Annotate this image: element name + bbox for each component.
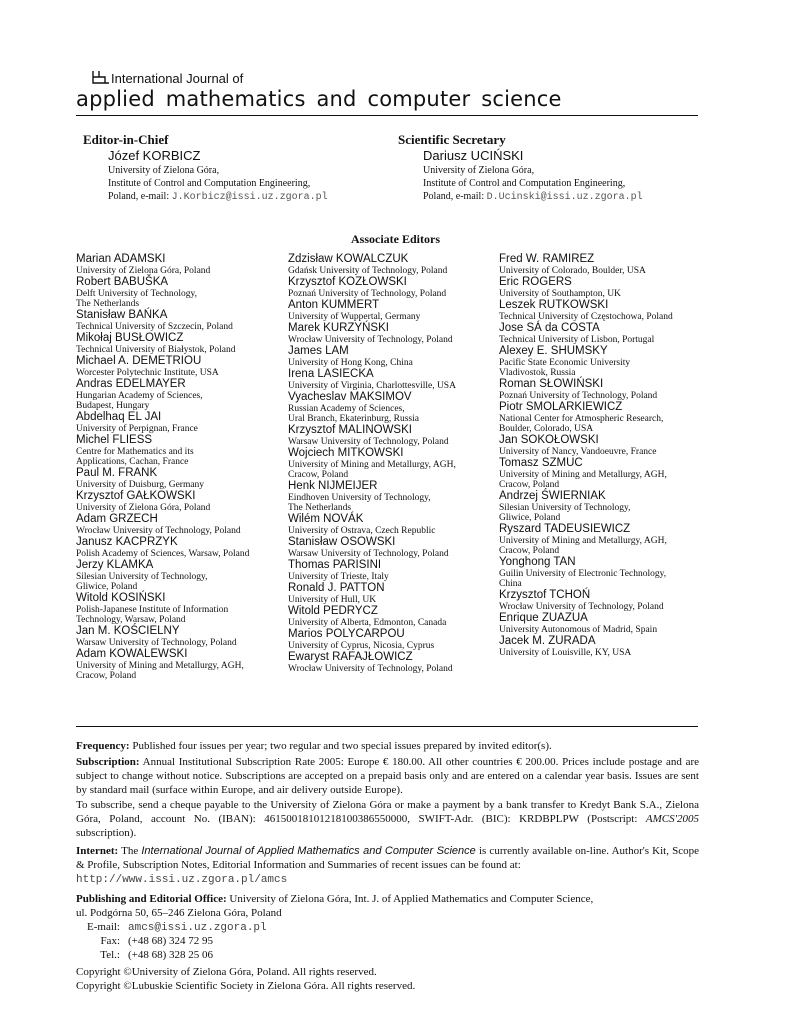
associate-editor-name: Jerzy KLAMKA	[76, 559, 154, 571]
associate-editor-entry	[76, 276, 286, 309]
associate-editor-affiliation: Technical University of Szczecin, Poland	[76, 322, 233, 332]
associate-editor-affiliation: Poznań University of Technology, Poland	[499, 391, 658, 401]
associate-editor-name: Mikołaj BUSŁOWICZ	[76, 332, 184, 344]
associate-editor-entry	[288, 299, 498, 322]
associate-editor-affiliation: Wrocław University of Technology, Poland	[499, 602, 664, 612]
associate-editor-entry	[288, 322, 498, 345]
associate-editor-affiliation: University of Southampton, UK	[499, 289, 621, 299]
associate-editor-affiliation: Polish-Japanese Institute of Information Technology, Warsaw, Poland	[76, 605, 229, 625]
associate-editor-name: Leszek RUTKOWSKI	[499, 299, 609, 311]
internet-text-pre: The	[118, 845, 142, 857]
associate-editor-affiliation: University of Zielona Góra, Poland	[76, 266, 211, 276]
associate-editor-affiliation: Wrocław University of Technology, Poland	[288, 335, 453, 345]
associate-editor-name: Yonghong TAN	[499, 556, 576, 568]
associate-editor-name: Marek KURZYŃSKI	[288, 322, 389, 334]
subscription-text: Annual Institutional Subscription Rate 2005: Europe € 180.00. All other countries € 200.00. Prices include postage and are subject to change without notice. Subscriptions are accepted on a prepaid basis only and are entered on a calendar year basis. Issues are sent by standard mail (surface within Europe, and air delivery outside Europe).	[76, 756, 699, 796]
internet-paragraph	[76, 844, 699, 887]
associate-editors-heading: Associate Editors	[351, 232, 440, 246]
associate-editor-affiliation: Delft University of Technology, The Netherlands	[76, 289, 197, 309]
associate-editor-affiliation: University of Colorado, Boulder, USA	[499, 266, 646, 276]
associate-editor-affiliation: Guilin University of Electronic Technology, China	[499, 569, 667, 589]
editor-in-chief-block	[83, 132, 383, 204]
associate-editor-name: Enrique ZUAZUA	[499, 612, 588, 624]
office-fax: (+48 68) 324 72 95	[128, 935, 214, 947]
associate-editor-name: Witold PEDRYCZ	[288, 605, 378, 617]
associate-editor-affiliation: Silesian University of Technology, Gliwice, Poland	[76, 572, 208, 592]
associate-editor-entry	[499, 253, 709, 276]
associate-editor-name: Vyacheslav MAKSIMOV	[288, 391, 412, 403]
associate-editor-entry	[288, 582, 498, 605]
subscription-payment-paragraph	[76, 798, 699, 840]
associate-editor-entry	[288, 345, 498, 368]
associate-editor-name: Wilém NOVÁK	[288, 513, 364, 525]
copyright-line-2: Copyright ©Lubuskie Scientific Society in Zielona Góra. All rights reserved.	[76, 980, 416, 992]
scientific-secretary-affiliation-2: Institute of Control and Computation Engineering,	[423, 178, 626, 189]
associate-editor-name: Roman SŁOWIŃSKI	[499, 378, 604, 390]
associate-editor-name: James LAM	[288, 345, 349, 357]
associate-editor-entry	[76, 559, 286, 592]
associate-editors-column-2	[288, 253, 498, 674]
associate-editor-name: Krzysztof KOZŁOWSKI	[288, 276, 407, 288]
associate-editor-affiliation: Gdańsk University of Technology, Poland	[288, 266, 448, 276]
associate-editor-name: Krzysztof TCHOŃ	[499, 589, 591, 601]
associate-editors-column-1	[76, 253, 286, 681]
subscription-postscript: AMCS'2005	[645, 813, 699, 825]
associate-editor-entry	[499, 276, 709, 299]
frequency-paragraph	[76, 739, 699, 753]
associate-editor-affiliation: University of Mining and Metallurgy, AGH, Cracow, Poland	[288, 460, 456, 480]
subscription-payment-end: subscription).	[76, 827, 137, 839]
internet-text-post: is currently available on-line. Author's Kit, Scope & Profile, Subscription Notes, Editorial Information and Summaries of recent issues can be found at:	[76, 845, 700, 871]
associate-editor-entry	[76, 253, 286, 276]
associate-editor-entry	[288, 253, 498, 276]
associate-editor-entry	[499, 345, 709, 378]
associate-editor-name: Piotr SMOLARKIEWICZ	[499, 401, 623, 413]
associate-editor-entry	[499, 635, 709, 658]
associate-editor-name: Alexey E. SHUMSKY	[499, 345, 608, 357]
header-divider	[76, 115, 698, 116]
associate-editor-name: Eric ROGERS	[499, 276, 572, 288]
journal-website-link[interactable]: http://www.issi.uz.zgora.pl/amcs	[76, 874, 288, 886]
associate-editor-entry	[76, 434, 286, 467]
associate-editor-affiliation: University of Hull, UK	[288, 595, 377, 605]
scientific-secretary-email[interactable]: D.Ucinski@issi.uz.zgora.pl	[486, 192, 643, 203]
associate-editor-affiliation: University of Hong Kong, China	[288, 358, 413, 368]
editor-in-chief-email[interactable]: J.Korbicz@issi.uz.zgora.pl	[171, 192, 328, 203]
associate-editor-affiliation: Polish Academy of Sciences, Warsaw, Poland	[76, 549, 250, 559]
associate-editor-name: Wojciech MITKOWSKI	[288, 447, 404, 459]
associate-editor-affiliation: Eindhoven University of Technology, The Netherlands	[288, 493, 431, 513]
associate-editor-name: Jose SÁ da COSTA	[499, 322, 600, 334]
associate-editor-affiliation: Poznań University of Technology, Poland	[288, 289, 447, 299]
associate-editor-affiliation: University of Trieste, Italy	[288, 572, 389, 582]
associate-editor-entry	[76, 332, 286, 355]
associate-editor-entry	[288, 424, 498, 447]
associate-editor-entry	[288, 447, 498, 480]
associate-editor-entry	[499, 457, 709, 490]
associate-editor-entry	[499, 612, 709, 635]
associate-editor-affiliation: National Center for Atmospheric Research, Boulder, Colorado, USA	[499, 414, 664, 434]
associate-editor-entry	[499, 434, 709, 457]
associate-editor-name: Henk NIJMEIJER	[288, 480, 378, 492]
associate-editor-name: Andras EDELMAYER	[76, 378, 186, 390]
associate-editor-affiliation: University of Nancy, Vandoeuvre, France	[499, 447, 657, 457]
editor-in-chief-name: Józef KORBICZ	[108, 148, 201, 163]
associate-editor-entry	[499, 401, 709, 434]
associate-editor-affiliation: Technical University of Częstochowa, Poland	[499, 312, 673, 322]
associate-editor-entry	[76, 309, 286, 332]
associate-editor-entry	[76, 411, 286, 434]
associate-editor-affiliation: Warsaw University of Technology, Poland	[288, 549, 449, 559]
associate-editor-affiliation: Pacific State Economic University Vladivostok, Russia	[499, 358, 631, 378]
scientific-secretary-block	[398, 132, 698, 204]
office-contacts	[76, 920, 267, 962]
copyright-line-1: Copyright ©University of Zielona Góra, Poland. All rights reserved.	[76, 966, 377, 978]
associate-editor-name: Janusz KACPRZYK	[76, 536, 178, 548]
associate-editor-entry	[76, 467, 286, 490]
associate-editor-affiliation: Russian Academy of Sciences, Ural Branch, Ekaterinburg, Russia	[288, 404, 419, 424]
associate-editor-name: Marios POLYCARPOU	[288, 628, 405, 640]
editor-in-chief-affiliation-1: University of Zielona Góra,	[108, 165, 220, 176]
associate-editor-affiliation: Wrocław University of Technology, Poland	[76, 526, 241, 536]
associate-editor-entry	[499, 322, 709, 345]
associate-editors-column-3	[499, 253, 709, 658]
editor-in-chief-email-label: Poland, e-mail:	[108, 191, 172, 202]
associate-editor-name: Ewaryst RAFAJŁOWICZ	[288, 651, 413, 663]
editors-divider	[76, 726, 698, 727]
associate-editor-affiliation: Warsaw University of Technology, Poland	[288, 437, 449, 447]
internet-label: Internet:	[76, 845, 119, 857]
copyright-block	[76, 965, 699, 993]
associate-editor-name: Thomas PARISINI	[288, 559, 382, 571]
associate-editor-name: Michel FLIESS	[76, 434, 153, 446]
editor-in-chief-role: Editor-in-Chief	[83, 132, 169, 147]
associate-editor-name: Adam GRZECH	[76, 513, 158, 525]
associate-editor-name: Anton KUMMERT	[288, 299, 380, 311]
publishing-office-address: ul. Podgórna 50, 65–246 Zielona Góra, Poland	[76, 907, 282, 919]
journal-title: applied mathematics and computer science	[76, 87, 562, 111]
associate-editor-affiliation: University of Zielona Góra, Poland	[76, 503, 211, 513]
associate-editor-entry	[76, 536, 286, 559]
associate-editor-entry	[76, 378, 286, 411]
associate-editor-entry	[288, 480, 498, 513]
associate-editor-affiliation: University of Virginia, Charlottesville, USA	[288, 381, 456, 391]
associate-editor-name: Michael A. DEMETRIOU	[76, 355, 202, 367]
associate-editor-name: Krzysztof MALINOWSKI	[288, 424, 412, 436]
associate-editor-name: Krzysztof GAŁKOWSKI	[76, 490, 196, 502]
office-fax-label: Fax:	[100, 935, 120, 947]
associate-editor-name: Abdelhaq EL JAI	[76, 411, 162, 423]
associate-editor-affiliation: Warsaw University of Technology, Poland	[76, 638, 237, 648]
associate-editor-affiliation: University of Alberta, Edmonton, Canada	[288, 618, 447, 628]
associate-editor-name: Marian ADAMSKI	[76, 253, 166, 265]
associate-editor-name: Robert BABUŠKA	[76, 276, 169, 288]
associate-editor-affiliation: University Autonomous of Madrid, Spain	[499, 625, 658, 635]
journal-full-name: International Journal of Applied Mathematics and Computer Science	[141, 845, 476, 857]
associate-editor-entry	[76, 625, 286, 648]
associate-editor-name: Jacek M. ZURADA	[499, 635, 596, 647]
associate-editor-entry	[288, 628, 498, 651]
associate-editor-name: Witold KOSIŃSKI	[76, 592, 166, 604]
associate-editor-entry	[288, 605, 498, 628]
associate-editor-affiliation: Wrocław University of Technology, Poland	[288, 664, 453, 674]
office-email[interactable]: amcs@issi.uz.zgora.pl	[128, 922, 267, 934]
subscription-label: Subscription:	[76, 756, 140, 768]
associate-editor-affiliation: Hungarian Academy of Sciences, Budapest, Hungary	[76, 391, 203, 411]
associate-editor-entry	[288, 276, 498, 299]
associate-editor-name: Stanisław BAŃKA	[76, 309, 168, 321]
office-tel: (+48 68) 328 25 06	[128, 949, 214, 961]
associate-editor-affiliation: Technical University of Białystok, Poland	[76, 345, 236, 355]
associate-editor-entry	[499, 490, 709, 523]
associate-editor-entry	[76, 592, 286, 625]
scientific-secretary-role: Scientific Secretary	[398, 132, 506, 147]
associate-editor-name: Jan SOKOŁOWSKI	[499, 434, 599, 446]
associate-editor-name: Zdzisław KOWALCZUK	[288, 253, 409, 265]
publishing-office-text: University of Zielona Góra, Int. J. of Applied Mathematics and Computer Science,	[226, 893, 594, 905]
associate-editor-entry	[76, 355, 286, 378]
associate-editor-entry	[288, 513, 498, 536]
associate-editor-affiliation: University of Louisville, KY, USA	[499, 648, 632, 658]
associate-editor-name: Andrzej ŚWIERNIAK	[499, 490, 606, 502]
scientific-secretary-affiliation-1: University of Zielona Góra,	[423, 165, 535, 176]
subscription-paragraph	[76, 755, 699, 797]
associate-editor-affiliation: University of Mining and Metallurgy, AGH, Cracow, Poland	[499, 470, 667, 490]
publishing-office-label: Publishing and Editorial Office:	[76, 893, 227, 905]
frequency-text: Published four issues per year; two regular and two special issues prepared by invited editor(s).	[129, 740, 552, 752]
associate-editor-affiliation: University of Wuppertal, Germany	[288, 312, 421, 322]
associate-editor-entry	[499, 589, 709, 612]
associate-editor-entry	[499, 378, 709, 401]
associate-editor-name: Irena LASIECKA	[288, 368, 374, 380]
frequency-label: Frequency:	[76, 740, 130, 752]
publishing-office-paragraph	[76, 892, 699, 920]
associate-editor-affiliation: University of Ostrava, Czech Republic	[288, 526, 436, 536]
associate-editor-entry	[288, 536, 498, 559]
associate-editor-name: Ryszard TADEUSIEWICZ	[499, 523, 631, 535]
associate-editor-entry	[288, 651, 498, 674]
scientific-secretary-name: Dariusz UCIŃSKI	[423, 148, 524, 163]
journal-logo-icon	[91, 70, 111, 84]
associate-editor-affiliation: Silesian University of Technology, Gliwice, Poland	[499, 503, 631, 523]
associate-editor-name: Fred W. RAMIREZ	[499, 253, 595, 265]
associate-editor-entry	[499, 523, 709, 556]
journal-subtitle: International Journal of	[111, 71, 244, 86]
associate-editor-name: Jan M. KOŚCIELNY	[76, 625, 180, 637]
associate-editor-entry	[288, 391, 498, 424]
associate-editor-name: Tomasz SZMUC	[499, 457, 583, 469]
subscription-payment-text: To subscribe, send a cheque payable to the University of Zielona Góra or make a payment by a bank transfer to Kredyt Bank S.A., Zielona Góra, Poland, account No. (IBAN): 46150018101218100386550000, SWIFT-Adr. (BIC): KRDBPLPW (Postscript:	[76, 799, 699, 825]
associate-editor-affiliation: University of Cyprus, Nicosia, Cyprus	[288, 641, 435, 651]
associate-editor-entry	[76, 648, 286, 681]
associate-editor-name: Paul M. FRANK	[76, 467, 158, 479]
office-tel-label: Tel.:	[100, 949, 120, 961]
associate-editor-entry	[288, 559, 498, 582]
associate-editor-name: Stanisław OSOWSKI	[288, 536, 396, 548]
associate-editor-entry	[76, 513, 286, 536]
office-email-label: E-mail:	[87, 921, 120, 933]
associate-editor-affiliation: Worcester Polytechnic Institute, USA	[76, 368, 219, 378]
associate-editor-entry	[499, 299, 709, 322]
associate-editor-affiliation: University of Duisburg, Germany	[76, 480, 205, 490]
associate-editor-affiliation: University of Mining and Metallurgy, AGH, Cracow, Poland	[499, 536, 667, 556]
associate-editor-entry	[288, 368, 498, 391]
associate-editor-affiliation: University of Perpignan, France	[76, 424, 198, 434]
associate-editor-name: Ronald J. PATTON	[288, 582, 385, 594]
associate-editor-name: Adam KOWALEWSKI	[76, 648, 188, 660]
associate-editor-affiliation: University of Mining and Metallurgy, AGH, Cracow, Poland	[76, 661, 244, 681]
associate-editor-entry	[499, 556, 709, 589]
editor-in-chief-affiliation-2: Institute of Control and Computation Engineering,	[108, 178, 311, 189]
associate-editor-entry	[76, 490, 286, 513]
scientific-secretary-email-label: Poland, e-mail:	[423, 191, 487, 202]
associate-editor-affiliation: Centre for Mathematics and its Applications, Cachan, France	[76, 447, 194, 467]
associate-editor-affiliation: Technical University of Lisbon, Portugal	[499, 335, 655, 345]
